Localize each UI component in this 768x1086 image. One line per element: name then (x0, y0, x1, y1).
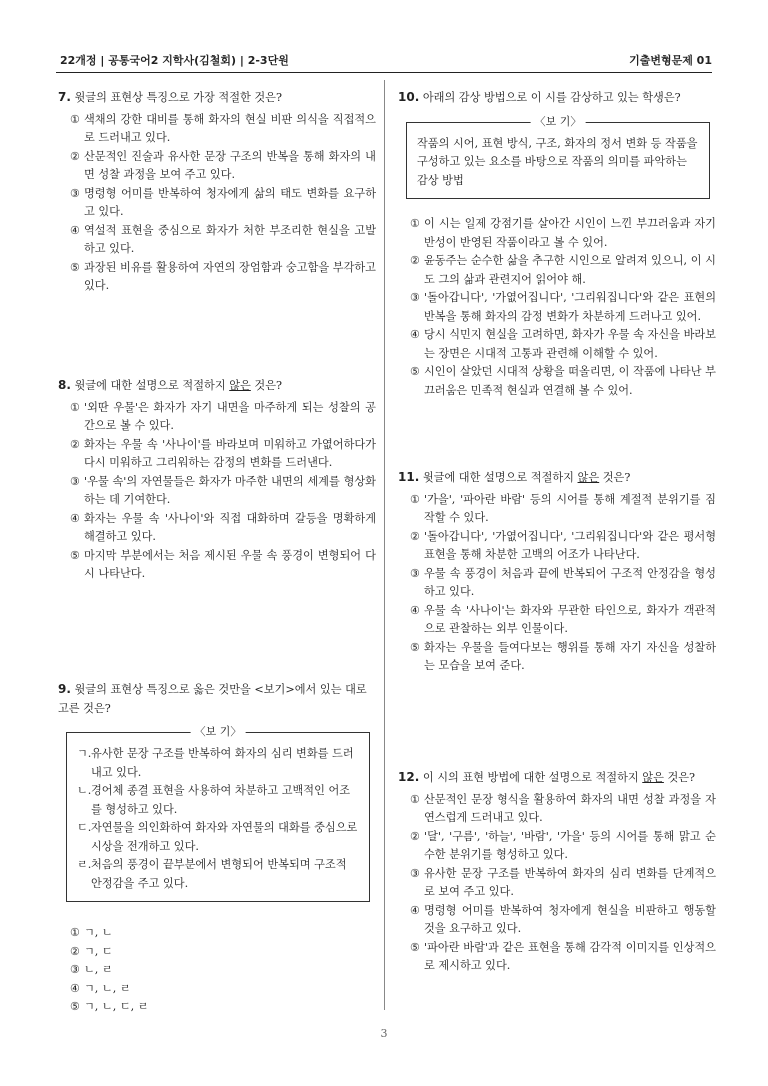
underlined-word: 않은 (577, 471, 600, 484)
option-1[interactable]: ① ㄱ, ㄴ (70, 926, 113, 939)
header-rule (56, 72, 712, 73)
option-3[interactable]: ③ 유사한 문장 구조를 반복하여 화자의 심리 변화를 단계적으로 보여 주고 있다. (410, 866, 716, 898)
option-5[interactable]: ⑤ 과장된 비유를 활용하여 자연의 장엄함과 숭고함을 부각하고 있다. (70, 260, 376, 292)
option-5[interactable]: ⑤ 시인이 살았던 시대적 상황을 떠올리면, 이 작품에 나타난 부끄러움은 민족적 현실과 연결해 볼 수 있어. (410, 365, 716, 397)
question-stem: 윗글의 표현상 특징으로 옳은 것만을 <보기>에서 있는 대로 고른 것은? (58, 683, 367, 715)
question-12: 12. 이 시의 표현 방법에 대한 설명으로 적절하지 않은 것은? ① 산문적인 문장 형식을 활용하여 화자의 내면 성찰 과정을 자연스럽게 드러내고 있다. ② '달', '구름', '하늘', '바람', '가을' 등의 시어를 통해 맑고 순수한 분위기를 형성하고 있다. ③ 유사한 문장 구조를 반복하여 화자의 심리 변화를 단계적으로 보여 주고 있다. ④ 명령형 어미를 반복하여 청자에게 현실을 비판하고 행동할 것을 요구하고 있다. ⑤ '파아란 바람'과 같은 표현을 통해 감각적 이미지를 인상적으로 제시하고 있다. (398, 768, 716, 976)
underlined-word: 않은 (642, 771, 664, 784)
option-3[interactable]: ③ '돌아갑니다', '가엾어집니다', '그리워집니다'와 같은 표현의 반복을 통해 화자의 감정 변화가 차분하게 드러나고 있어. (410, 291, 716, 323)
option-1[interactable]: ① 색채의 강한 대비를 통해 화자의 현실 비판 의식을 직접적으로 드러내고 있다. (70, 112, 376, 144)
options-list (410, 791, 716, 976)
page-number: 3 (380, 1027, 388, 1040)
question-number: 8. (58, 378, 71, 392)
question-8: 8. 윗글에 대한 설명으로 적절하지 않은 것은? ① '외딴 우물'은 화자가 자기 내면을 마주하게 되는 성찰의 공간으로 볼 수 있다. ② 화자는 우물 속 '사나이'를 바라보며 미워하고 가엾어하다가 다시 미워하고 그리워하는 감정의 변화를 드러낸다. ③ '우물 속'의 자연물들은 화자가 마주한 내면의 세계를 형상화하는 데 기여한다. ④ 화자는 우물 속 '사나이'와 직접 대화하며 갈등을 명확하게 해결하고 있다. ⑤ 마지막 부분에서는 처음 제시된 우물 속 풍경이 변형되어 다시 나타난다. (58, 376, 376, 584)
options-list (410, 491, 716, 676)
option-3[interactable]: ③ '우물 속'의 자연물들은 화자가 마주한 내면의 세계를 형상화하는 데 기여한다. (70, 474, 376, 506)
option-3[interactable]: ③ ㄴ, ㄹ (70, 963, 113, 976)
option-4[interactable]: ④ 당시 식민지 현실을 고려하면, 화자가 우물 속 자신을 바라보는 장면은 시대적 고통과 관련해 이해할 수 있어. (410, 328, 716, 360)
option-4[interactable]: ④ 명령형 어미를 반복하여 청자에게 현실을 비판하고 행동할 것을 요구하고 있다. (410, 903, 716, 935)
option-4[interactable]: ④ 역설적 표현을 중심으로 화자가 처한 부조리한 현실을 고발하고 있다. (70, 223, 376, 255)
question-number: 11. (398, 470, 420, 484)
option-5[interactable]: ⑤ 화자는 우물을 들여다보는 행위를 통해 자기 자신을 성찰하는 모습을 보여 준다. (410, 640, 716, 672)
option-1[interactable]: ① '외딴 우물'은 화자가 자기 내면을 마주하게 되는 성찰의 공간으로 볼 수 있다. (70, 400, 376, 432)
bogi-item: ㄴ. 경어체 종결 표현을 사용하여 차분하고 고백적인 어조를 형성하고 있다. (77, 784, 351, 816)
option-2[interactable]: ② 윤동주는 순수한 삶을 추구한 시인으로 알려져 있으니, 이 시도 그의 삶과 관련지어 읽어야 해. (410, 254, 716, 286)
question-number: 9. (58, 682, 71, 696)
bogi-item: ㄷ. 자연물을 의인화하여 화자와 자연물의 대화를 중심으로 시상을 전개하고 있다. (77, 821, 358, 853)
header-course: 22개정 | 공통국어2 지학사(김철회) | 2-3단원 (60, 54, 289, 67)
bogi-title: 〈보 기〉 (531, 113, 586, 132)
option-4[interactable]: ④ ㄱ, ㄴ, ㄹ (70, 981, 131, 995)
option-3[interactable]: ③ 명령형 어미를 반복하여 청자에게 삶의 태도 변화를 요구하고 있다. (70, 186, 376, 218)
header-title: 기출변형문제 01 (629, 54, 712, 67)
bogi-item: ㄱ. 유사한 문장 구조를 반복하여 화자의 심리 변화를 드러내고 있다. (77, 747, 354, 779)
bogi-text: 작품의 시어, 표현 방식, 구조, 화자의 정서 변화 등 작품을 구성하고 있는 요소를 바탕으로 작품의 의미를 파악하는 감상 방법 (417, 136, 698, 187)
options-list (410, 215, 716, 400)
question-number: 7. (58, 90, 71, 104)
option-2[interactable]: ② 화자는 우물 속 '사나이'를 바라보며 미워하고 가엾어하다가 다시 미워하고 그리워하는 감정의 변화를 드러낸다. (70, 437, 376, 469)
question-stem: 윗글의 표현상 특징으로 가장 적절한 것은? (74, 91, 282, 104)
option-3[interactable]: ③ 우물 속 풍경이 처음과 끝에 반복되어 구조적 안정감을 형성하고 있다. (410, 566, 716, 598)
question-number: 10. (398, 90, 420, 104)
page-header (58, 52, 712, 70)
bogi-item: ㄹ. 처음의 풍경이 끝부분에서 변형되어 반복되며 구조적 안정감을 주고 있다. (77, 858, 347, 890)
options-list (70, 399, 376, 584)
options-list (70, 111, 376, 296)
option-4[interactable]: ④ 우물 속 '사나이'는 화자와 무관한 타인으로, 화자가 객관적으로 관찰하는 외부 인물이다. (410, 603, 716, 635)
question-7 (58, 88, 376, 296)
column-divider (384, 80, 385, 1010)
bogi-box (66, 725, 370, 902)
option-2[interactable]: ② 산문적인 진술과 유사한 문장 구조의 반복을 통해 화자의 내면 성찰 과정을 보여 주고 있다. (70, 149, 376, 181)
option-1[interactable]: ① 산문적인 문장 형식을 활용하여 화자의 내면 성찰 과정을 자연스럽게 드러내고 있다. (410, 792, 716, 824)
question-number: 12. (398, 770, 420, 784)
option-4[interactable]: ④ 화자는 우물 속 '사나이'와 직접 대화하며 갈등을 명확하게 해결하고 있다. (70, 511, 376, 543)
option-2[interactable]: ② ㄱ, ㄷ (70, 944, 113, 958)
underlined-word: 않은 (229, 379, 251, 392)
question-10 (398, 88, 716, 400)
option-2[interactable]: ② '돌아갑니다', '가엾어집니다', '그리워집니다'와 같은 평서형 표현을 통해 차분한 고백의 어조가 나타난다. (410, 529, 716, 561)
bogi-box (406, 114, 710, 200)
option-1[interactable]: ① '가을', '파아란 바람' 등의 시어를 통해 계절적 분위기를 짐작할 수 있다. (410, 492, 716, 524)
option-5[interactable]: ⑤ '파아란 바람'과 같은 표현을 통해 감각적 이미지를 인상적으로 제시하고 있다. (410, 940, 716, 972)
question-11: 11. 윗글에 대한 설명으로 적절하지 않은 것은? ① '가을', '파아란 바람' 등의 시어를 통해 계절적 분위기를 짐작할 수 있다. ② '돌아갑니다', '가엾어집니다', '그리워집니다'와 같은 평서형 표현을 통해 차분한 고백의 어조가 나타난다. ③ 우물 속 풍경이 처음과 끝에 반복되어 구조적 안정감을 형성하고 있다. ④ 우물 속 '사나이'는 화자와 무관한 타인으로, 화자가 객관적으로 관찰하는 외부 인물이다. ⑤ 화자는 우물을 들여다보는 행위를 통해 자기 자신을 성찰하는 모습을 보여 준다. (398, 468, 716, 676)
question-9 (58, 680, 376, 1017)
question-stem: 아래의 감상 방법으로 이 시를 감상하고 있는 학생은? (422, 91, 681, 104)
option-2[interactable]: ② '달', '구름', '하늘', '바람', '가을' 등의 시어를 통해 맑고 순수한 분위기를 형성하고 있다. (410, 829, 716, 861)
bogi-title: 〈보 기〉 (191, 723, 246, 742)
option-5[interactable]: ⑤ 마지막 부분에서는 처음 제시된 우물 속 풍경이 변형되어 다시 나타난다. (70, 548, 376, 580)
option-5[interactable]: ⑤ ㄱ, ㄴ, ㄷ, ㄹ (70, 1000, 149, 1013)
option-1[interactable]: ① 이 시는 일제 강점기를 살아간 시인이 느낀 부끄러움과 자기반성이 반영된 작품이라고 볼 수 있어. (410, 217, 716, 249)
options-list (70, 924, 376, 1017)
